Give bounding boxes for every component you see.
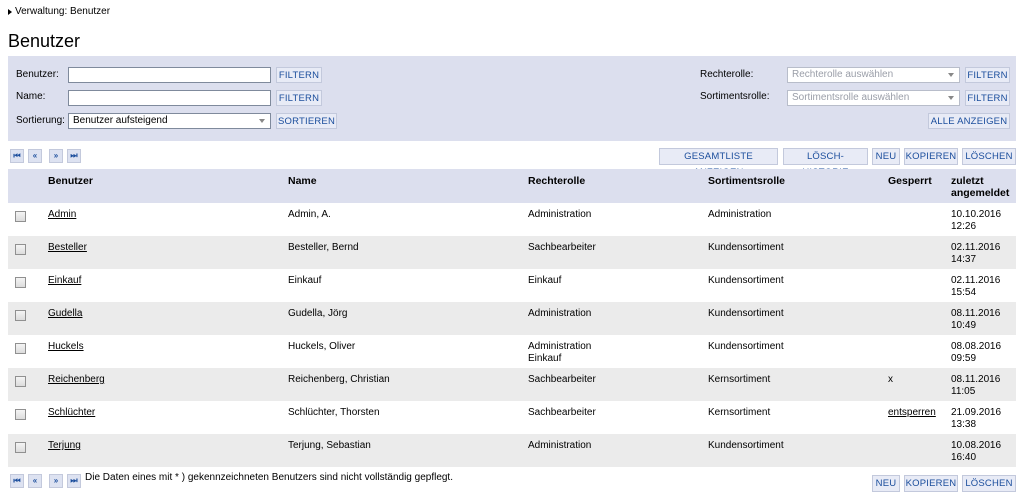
locked-cell: x	[888, 374, 893, 385]
name-cell: Huckels, Oliver	[288, 341, 356, 352]
assortment-cell: Kundensortiment	[708, 308, 784, 319]
role-select[interactable]	[787, 67, 960, 83]
chevron-down-icon	[948, 73, 954, 77]
role-cell	[528, 374, 596, 386]
user-filter-button[interactable]: FILTERN	[276, 67, 322, 83]
last-login-time: 12:26	[951, 221, 977, 232]
role-line-1: Sachbearbeiter	[528, 242, 596, 253]
row-checkbox[interactable]	[15, 244, 26, 255]
last-login-cell	[951, 440, 1001, 464]
user-filter-input[interactable]	[68, 67, 271, 83]
role-line-1: Einkauf	[528, 275, 562, 286]
last-login-date: 21.09.2016	[951, 407, 1002, 418]
last-login-cell	[951, 242, 1000, 266]
table-row	[8, 335, 1016, 368]
last-login-date: 08.08.2016	[951, 341, 1002, 352]
show-all-button[interactable]: ALLE ANZEIGEN	[928, 113, 1010, 129]
last-login-cell	[951, 374, 1000, 398]
name-filter-button[interactable]: FILTERN	[276, 90, 322, 106]
row-checkbox[interactable]	[15, 343, 26, 354]
role-line-1: Administration	[528, 440, 592, 451]
table-row	[8, 236, 1016, 269]
previous-page-icon[interactable]: «	[28, 149, 42, 163]
table-row	[8, 302, 1016, 335]
role-cell	[528, 209, 591, 221]
assortment-select[interactable]	[787, 90, 960, 106]
last-login-time: 13:38	[951, 419, 977, 430]
sort-select-value: Benutzer aufsteigend	[73, 115, 168, 126]
assortment-cell: Kundensortiment	[708, 275, 784, 286]
name-cell: Gudella, Jörg	[288, 308, 348, 319]
role-cell	[528, 242, 596, 254]
name-filter-input[interactable]	[68, 90, 271, 106]
user-link[interactable]: Gudella	[48, 308, 83, 319]
role-cell	[528, 341, 591, 365]
user-link[interactable]: Admin	[48, 209, 77, 220]
role-line-1: Administration	[528, 209, 592, 220]
role-cell	[528, 440, 591, 452]
bottom-delete-button[interactable]: LÖSCHEN	[962, 475, 1016, 492]
table-row	[8, 269, 1016, 302]
new-button[interactable]: NEU	[872, 148, 900, 165]
role-cell	[528, 407, 596, 419]
sort-select[interactable]	[68, 113, 271, 129]
assortment-cell: Kundensortiment	[708, 440, 784, 451]
breadcrumb[interactable]	[8, 6, 110, 17]
name-cell: Admin, A.	[288, 209, 331, 220]
chevron-down-icon	[948, 96, 954, 100]
user-link[interactable]: Terjung	[48, 440, 81, 451]
last-login-time: 15:54	[951, 287, 977, 298]
previous-page-icon[interactable]: «	[28, 474, 42, 488]
row-checkbox[interactable]	[15, 409, 26, 420]
last-login-time: 09:59	[951, 353, 977, 364]
last-login-date: 08.11.2016	[951, 308, 1001, 319]
table-row	[8, 434, 1016, 467]
assortment-cell: Kundensortiment	[708, 341, 784, 352]
role-line-1: Sachbearbeiter	[528, 374, 596, 385]
last-login-date: 10.08.2016	[951, 440, 1002, 451]
delete-button[interactable]: LÖSCHEN	[962, 148, 1016, 165]
table-header	[8, 169, 1016, 203]
role-cell	[528, 308, 591, 320]
last-login-date: 10.10.2016	[951, 209, 1002, 220]
role-filter-button[interactable]: FILTERN	[965, 67, 1010, 83]
name-filter-label: Name:	[16, 91, 46, 102]
row-checkbox[interactable]	[15, 310, 26, 321]
column-header-role[interactable]: Rechterolle	[528, 175, 586, 187]
sort-button[interactable]: SORTIEREN	[276, 113, 337, 129]
column-header-last-login-line1: zuletzt	[951, 175, 984, 187]
next-page-icon[interactable]: »	[49, 149, 63, 163]
user-filter-label: Benutzer:	[16, 69, 59, 80]
bottom-new-button[interactable]: NEU	[872, 475, 900, 492]
last-login-cell	[951, 209, 1001, 233]
last-login-date: 02.11.2016	[951, 275, 1001, 286]
name-cell: Reichenberg, Christian	[288, 374, 390, 385]
role-cell	[528, 275, 561, 287]
assortment-filter-button[interactable]: FILTERN	[965, 90, 1010, 106]
table-row	[8, 401, 1016, 434]
column-header-locked[interactable]: Gesperrt	[888, 175, 932, 187]
sort-label: Sortierung:	[16, 115, 65, 126]
role-select-placeholder: Rechterolle auswählen	[792, 69, 894, 80]
user-link[interactable]: Reichenberg	[48, 374, 105, 385]
page-title: Benutzer	[8, 31, 81, 51]
delete-history-button[interactable]: LÖSCH-	[783, 148, 868, 165]
row-checkbox[interactable]	[15, 376, 26, 387]
column-header-last-login-line2: angemeldet	[951, 187, 1010, 199]
last-login-cell	[951, 275, 1000, 299]
last-login-time: 10:49	[951, 320, 977, 331]
user-link[interactable]: Huckels	[48, 341, 84, 352]
next-page-icon[interactable]: »	[49, 474, 63, 488]
last-login-date: 08.11.2016	[951, 374, 1001, 385]
unlock-link[interactable]: entsperren	[888, 407, 936, 418]
user-link[interactable]: Einkauf	[48, 275, 82, 286]
last-login-time: 14:37	[951, 254, 977, 265]
column-header-last-login[interactable]	[951, 175, 1009, 199]
first-page-icon[interactable]: ⏮	[10, 149, 24, 163]
table-row	[8, 368, 1016, 401]
assortment-cell: Kundensortiment	[708, 242, 784, 253]
role-line-1: Sachbearbeiter	[528, 407, 596, 418]
caret-right-icon	[8, 9, 12, 15]
user-link[interactable]: Besteller	[48, 242, 87, 253]
role-line-1: Administration	[528, 308, 592, 319]
assortment-filter-label: Sortimentsrolle:	[700, 91, 770, 102]
name-cell: Einkauf	[288, 275, 322, 286]
last-login-cell	[951, 341, 1001, 365]
last-page-icon[interactable]: ⏭	[67, 149, 81, 163]
assortment-cell: Kernsortiment	[708, 407, 771, 418]
chevron-down-icon	[259, 119, 265, 123]
column-header-assortment[interactable]: Sortimentsrolle	[708, 175, 786, 187]
row-checkbox[interactable]	[15, 442, 26, 453]
last-page-icon[interactable]: ⏭	[67, 474, 81, 488]
user-link[interactable]: Schlüchter	[48, 407, 96, 418]
footnote: Die Daten eines mit * ) gekennzeichneten Benutzers sind nicht vollständig gepflegt.	[85, 472, 453, 483]
last-login-time: 11:05	[951, 386, 976, 397]
last-login-cell	[951, 308, 1000, 332]
bottom-copy-button[interactable]: KOPIEREN	[904, 475, 958, 492]
last-login-date: 02.11.2016	[951, 242, 1001, 253]
name-cell: Terjung, Sebastian	[288, 440, 371, 451]
role-line-2: Einkauf	[528, 353, 562, 364]
table-row	[8, 203, 1016, 236]
name-cell: Schlüchter, Thorsten	[288, 407, 380, 418]
column-header-name[interactable]: Name	[288, 175, 317, 187]
assortment-cell: Administration	[708, 209, 772, 220]
name-cell: Besteller, Bernd	[288, 242, 359, 253]
last-login-time: 16:40	[951, 452, 977, 463]
row-checkbox[interactable]	[15, 211, 26, 222]
filter-panel	[8, 56, 1016, 141]
breadcrumb-label: Verwaltung: Benutzer	[15, 6, 111, 17]
role-line-1: Administration	[528, 341, 592, 352]
first-page-icon[interactable]: ⏮	[10, 474, 24, 488]
assortment-select-placeholder: Sortimentsrolle auswählen	[792, 92, 910, 103]
assortment-cell: Kernsortiment	[708, 374, 771, 385]
copy-button[interactable]: KOPIEREN	[904, 148, 958, 165]
row-checkbox[interactable]	[15, 277, 26, 288]
last-login-cell	[951, 407, 1001, 431]
role-filter-label: Rechterolle:	[700, 69, 754, 80]
column-header-user[interactable]: Benutzer	[48, 175, 93, 187]
full-list-button[interactable]: GESAMTLISTE	[659, 148, 778, 165]
